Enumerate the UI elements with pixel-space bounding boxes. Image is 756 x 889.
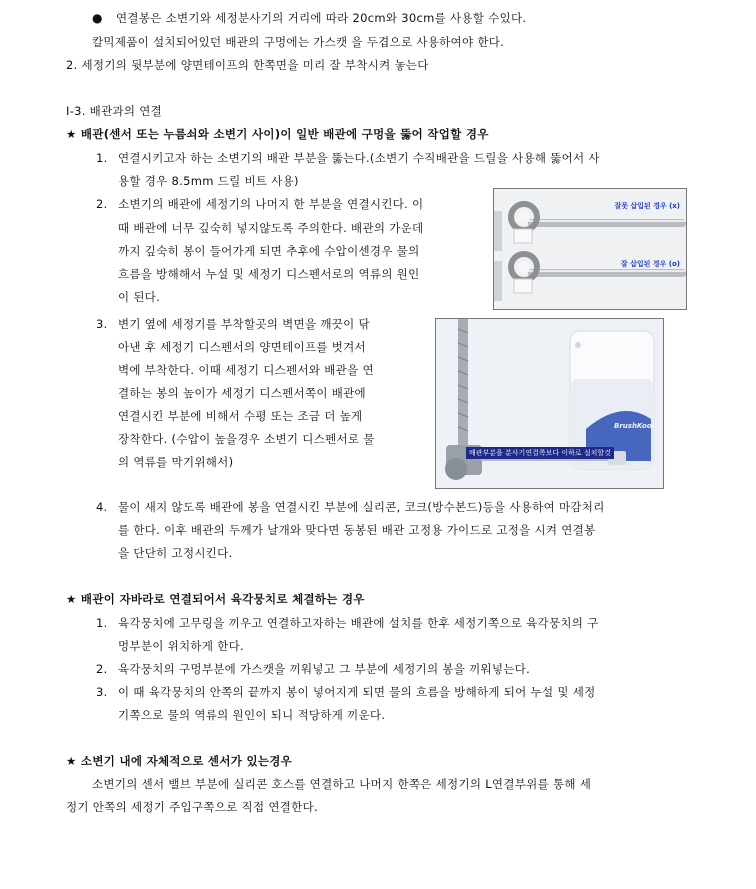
intro-bullet-line: 연결봉은 소변기와 세정분사기의 거리에 따라 20cm와 30cm를 사용할 수있다. bbox=[116, 11, 527, 25]
case1-item4-line: 를 한다. 이후 배관의 두께가 날개와 맞다면 동봉된 배관 고정용 가이드로 고정을 시켜 연결봉 bbox=[118, 523, 596, 537]
photo1-caption-wrong: 잘못 삽입된 경우 (x) bbox=[614, 202, 680, 210]
case2-item1-line: 멍부분이 위치하게 한다. bbox=[118, 639, 244, 653]
dispenser-install-photo bbox=[435, 318, 664, 489]
intro-bullet-line-cont: 칼믹제품이 설치되어있던 배관의 구멍에는 가스캣 을 두겹으로 사용하여야 한다. bbox=[92, 35, 505, 49]
section-heading: I-3. 배관과의 연결 bbox=[66, 104, 163, 118]
dispenser-install-illustration bbox=[436, 319, 663, 488]
case1-item1-line: 용할 경우 8.5mm 드릴 비트 사용) bbox=[118, 174, 299, 188]
photo1-caption-right: 잘 삽입된 경우 (o) bbox=[620, 260, 680, 268]
case3-line: 소변기의 센서 밸브 부분에 실리콘 호스를 연결하고 나머지 한쪽은 세정기의 L연결부위를 통해 세 bbox=[92, 777, 592, 791]
photo2-caption: 배관부분을 분사기연결쪽보다 이하로 설치할것 bbox=[466, 447, 614, 459]
case1-item3-line: 아낸 후 세정기 디스펜서의 양면테이프를 벗겨서 bbox=[118, 340, 366, 354]
case1-item3-line: 벽에 부착한다. 이때 세정기 디스펜서와 배관을 연 bbox=[118, 363, 374, 377]
case1-item2-line: 소변기의 배관에 세정기의 나머지 한 부분을 연결시킨다. 이 bbox=[118, 197, 424, 211]
case1-title: ★ 배관(센서 또는 누름쇠와 소변기 사이)이 일반 배관에 구멍을 뚫어 작업할 경우 bbox=[66, 127, 489, 141]
case2-item3-line: 이 때 육각뭉치의 안쪽의 끝까지 봉이 넣어지게 되면 물의 흐름을 방해하게 되어 누설 및 세정 bbox=[118, 685, 596, 699]
case1-item3-line: 연결시킨 부분에 비해서 수평 또는 조금 더 높게 bbox=[118, 409, 363, 423]
intro-item-2: 2. 세정기의 뒷부분에 양면테이프의 한쪽면을 미리 잘 부착시켜 놓는다 bbox=[66, 58, 429, 72]
case1-item2-line: 때 배관에 너무 깊숙히 넣지않도록 주의한다. 배관의 가운데 bbox=[118, 221, 424, 235]
case2-item3-line: 기쪽으로 물의 역류의 원인이 되니 적당하게 끼운다. bbox=[118, 708, 386, 722]
case1-item1-line: 연결시키고자 하는 소변기의 배관 부분을 뚫는다.(소변기 수직배관을 드릴을 사용해 뚫어서 사 bbox=[118, 151, 600, 165]
case1-item3-line: 변기 옆에 세정기를 부착할곳의 벽면을 깨끗이 닦 bbox=[118, 317, 370, 331]
photo2-brand: BrushKool bbox=[614, 422, 654, 430]
case2-title: ★ 배관이 자바라로 연결되어서 육각뭉치로 체결하는 경우 bbox=[66, 592, 365, 606]
case1-item4-num: 4. bbox=[96, 500, 108, 514]
case3-line: 정기 안쪽의 세정기 주입구쪽으로 직접 연결한다. bbox=[66, 800, 318, 814]
case2-item1-num: 1. bbox=[96, 616, 108, 630]
case1-item3-line: 결하는 봉의 높이가 세정기 디스펜서쪽이 배관에 bbox=[118, 386, 366, 400]
case1-item4-line: 물이 새지 않도록 배관에 봉을 연결시킨 부분에 실리콘, 코크(방수본드)등을 사용하여 마감처리 bbox=[118, 500, 605, 514]
case1-item2-line: 이 된다. bbox=[118, 290, 161, 304]
case2-item2-num: 2. bbox=[96, 662, 108, 676]
case1-item3-line: 장착한다. (수압이 높을경우 소변기 디스펜서로 물 bbox=[118, 432, 375, 446]
case1-item2-line: 흐름을 방해해서 누설 및 세정기 디스펜서로의 역류의 원인 bbox=[118, 267, 420, 281]
pipe-insertion-photo bbox=[493, 188, 687, 310]
case3-title: ★ 소변기 내에 자체적으로 센서가 있는경우 bbox=[66, 754, 293, 768]
case1-item2-line: 까지 깊숙히 봉이 들어가게 되면 추후에 수압이센경우 물의 bbox=[118, 244, 420, 258]
case2-item3-num: 3. bbox=[96, 685, 108, 699]
bullet-icon: ● bbox=[92, 11, 103, 25]
case1-item4-line: 을 단단히 고정시킨다. bbox=[118, 546, 233, 560]
case2-item1-line: 육각뭉치에 고무링을 끼우고 연결하고자하는 배관에 설치를 한후 세정기쪽으로 육각뭉치의 구 bbox=[118, 616, 599, 630]
case1-item2-num: 2. bbox=[96, 197, 108, 211]
case2-item2-line: 육각뭉치의 구멍부분에 가스캣을 끼워넣고 그 부분에 세정기의 봉을 끼워넣는다. bbox=[118, 662, 531, 676]
case1-item1-num: 1. bbox=[96, 151, 108, 165]
case1-item3-num: 3. bbox=[96, 317, 108, 331]
case1-item3-line: 의 역류를 막기위해서) bbox=[118, 455, 234, 469]
